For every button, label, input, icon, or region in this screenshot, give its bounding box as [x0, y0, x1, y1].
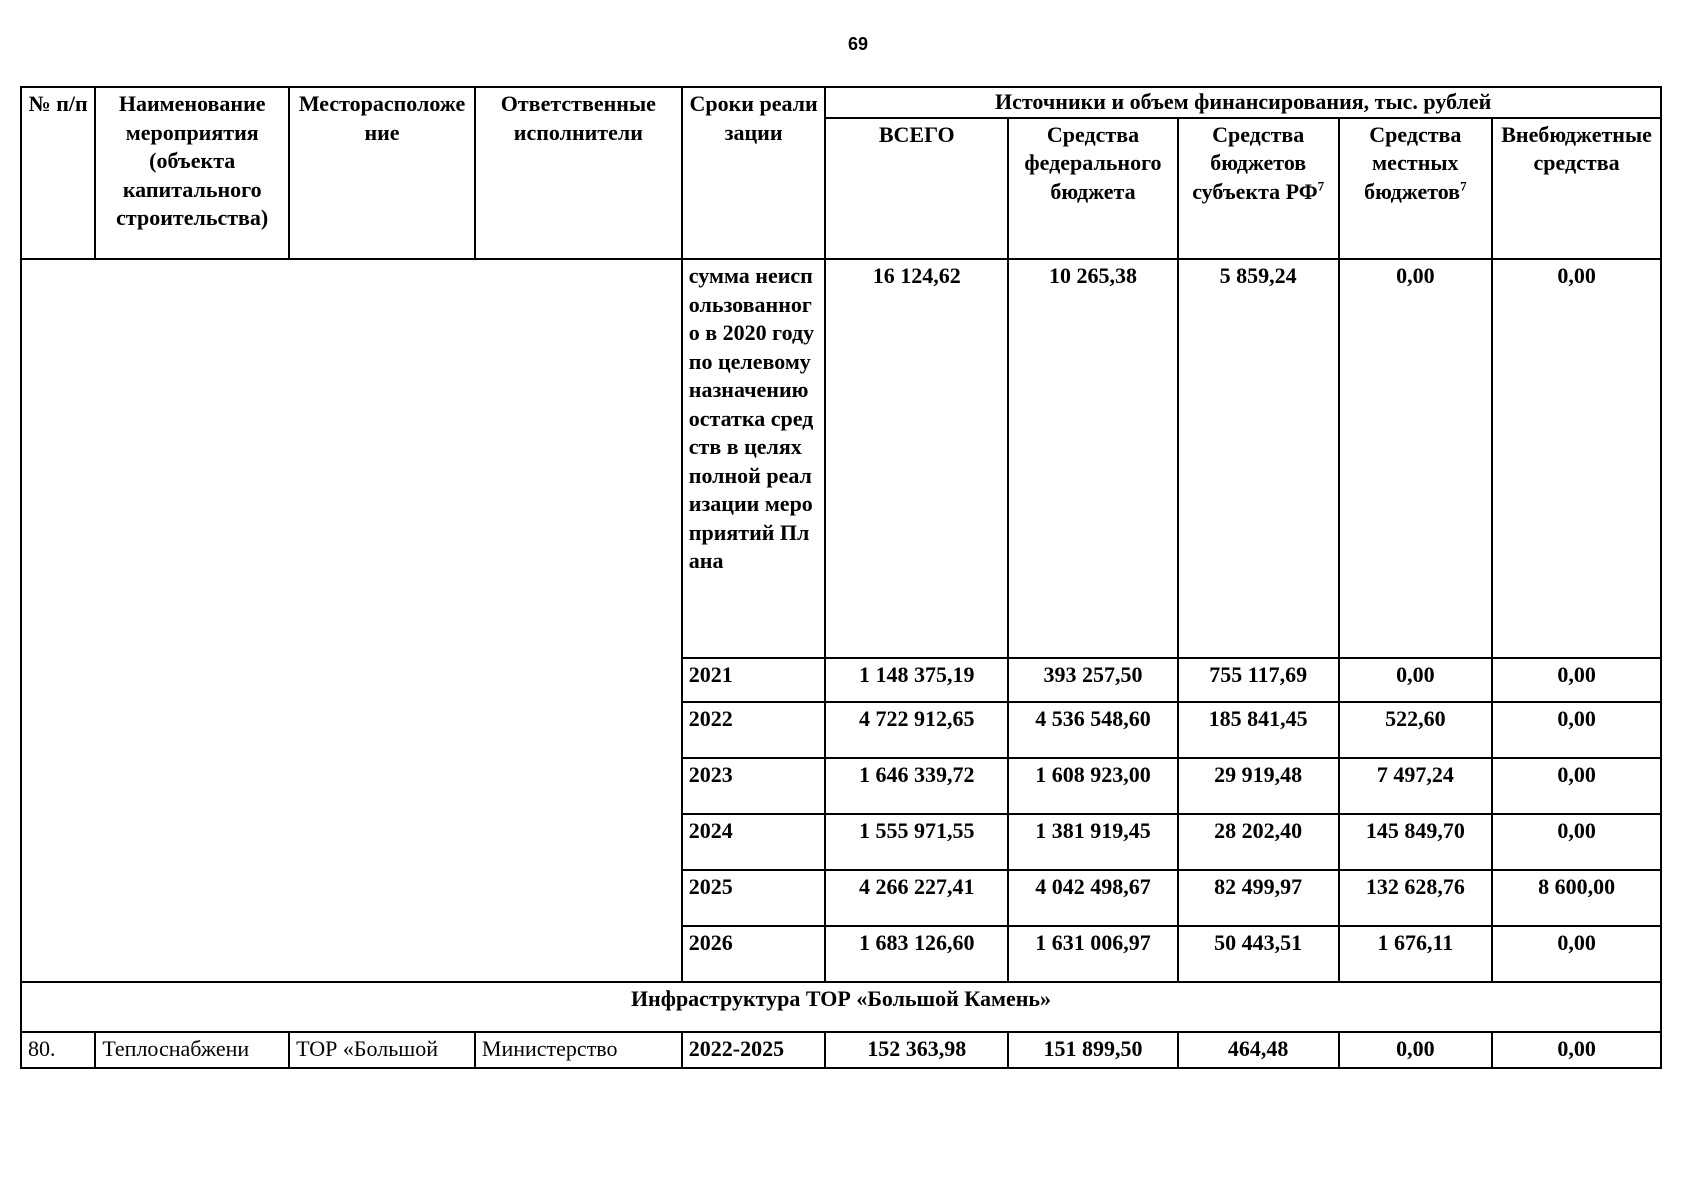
subject-cell: 185 841,45: [1178, 702, 1339, 758]
header-location: Месторасположение: [289, 87, 475, 259]
federal-cell: 10 265,38: [1008, 259, 1178, 658]
local-cell: 7 497,24: [1339, 758, 1493, 814]
term-cell: сумма неиспользованного в 2020 году по целевому назначению остатка средств в целях полной реализации мероприятий Плана: [682, 259, 826, 658]
extra-cell: 0,00: [1492, 758, 1661, 814]
extra-cell: 8 600,00: [1492, 870, 1661, 926]
subject-cell: 28 202,40: [1178, 814, 1339, 870]
local-cell: 0,00: [1339, 259, 1493, 658]
merged-empty-cell: [21, 259, 682, 982]
header-num: № п/п: [21, 87, 95, 259]
total-cell: 1 683 126,60: [825, 926, 1008, 982]
header-subject: Средства бюджетов субъекта $РФ^7$: [1178, 118, 1339, 260]
total-cell: 1 148 375,19: [825, 658, 1008, 702]
item-responsible: Министерство: [475, 1032, 682, 1068]
table-row: [21, 1032, 1661, 1068]
term-cell: 2022: [682, 702, 826, 758]
subject-cell: 5 859,24: [1178, 259, 1339, 658]
subject-cell: 29 919,48: [1178, 758, 1339, 814]
page-number: 69: [847, 34, 869, 54]
local-cell: 522,60: [1339, 702, 1493, 758]
extra-cell: 0,00: [1492, 926, 1661, 982]
local-cell: 0,00: [1339, 658, 1493, 702]
federal-cell: 393 257,50: [1008, 658, 1178, 702]
total-cell: 4 266 227,41: [825, 870, 1008, 926]
term-cell: 2023: [682, 758, 826, 814]
financing-table: [20, 86, 1662, 1069]
subject-cell: 755 117,69: [1178, 658, 1339, 702]
local-cell: 145 849,70: [1339, 814, 1493, 870]
item-federal: 151 899,50: [1008, 1032, 1178, 1068]
federal-cell: 1 381 919,45: [1008, 814, 1178, 870]
extra-cell: 0,00: [1492, 702, 1661, 758]
extra-cell: 0,00: [1492, 658, 1661, 702]
section-title: Инфраструктура ТОР «Большой Камень»: [21, 982, 1661, 1032]
header-responsible: Ответственные исполнители: [475, 87, 682, 259]
total-cell: 1 555 971,55: [825, 814, 1008, 870]
extra-cell: 0,00: [1492, 259, 1661, 658]
local-cell: 132 628,76: [1339, 870, 1493, 926]
item-extra: 0,00: [1492, 1032, 1661, 1068]
header-terms: Сроки реализации: [682, 87, 826, 259]
header-name: Наименование мероприятия (объекта капитального строительства): [95, 87, 289, 259]
footnote-mark: 7: [1460, 178, 1467, 194]
item-num: 80.: [21, 1032, 95, 1068]
term-cell: 2026: [682, 926, 826, 982]
federal-cell: 4 536 548,60: [1008, 702, 1178, 758]
header-row-1: [21, 87, 1661, 118]
header-total: ВСЕГО: [825, 118, 1008, 260]
federal-cell: 1 631 006,97: [1008, 926, 1178, 982]
total-cell: 16 124,62: [825, 259, 1008, 658]
extra-cell: 0,00: [1492, 814, 1661, 870]
federal-cell: 4 042 498,67: [1008, 870, 1178, 926]
header-federal: Средства федерального бюджета: [1008, 118, 1178, 260]
subject-cell: 82 499,97: [1178, 870, 1339, 926]
item-name: Теплоснабжени: [95, 1032, 289, 1068]
item-location: ТОР «Большой: [289, 1032, 475, 1068]
term-cell: 2025: [682, 870, 826, 926]
item-term: 2022-2025: [682, 1032, 826, 1068]
local-cell: 1 676,11: [1339, 926, 1493, 982]
term-cell: 2024: [682, 814, 826, 870]
section-row: [21, 982, 1661, 1032]
federal-cell: 1 608 923,00: [1008, 758, 1178, 814]
total-cell: 4 722 912,65: [825, 702, 1008, 758]
term-cell: 2021: [682, 658, 826, 702]
header-funding-group: Источники и объем финансирования, тыс. рублей: [825, 87, 1661, 118]
table-row: [21, 259, 1661, 658]
item-total: 152 363,98: [825, 1032, 1008, 1068]
header-local: Средства местных бюджетов$^7$: [1339, 118, 1493, 260]
item-local: 0,00: [1339, 1032, 1493, 1068]
item-subject: 464,48: [1178, 1032, 1339, 1068]
subject-cell: 50 443,51: [1178, 926, 1339, 982]
total-cell: 1 646 339,72: [825, 758, 1008, 814]
footnote-mark: 7: [1317, 178, 1325, 194]
header-extra: Внебюджетные средства: [1492, 118, 1661, 260]
